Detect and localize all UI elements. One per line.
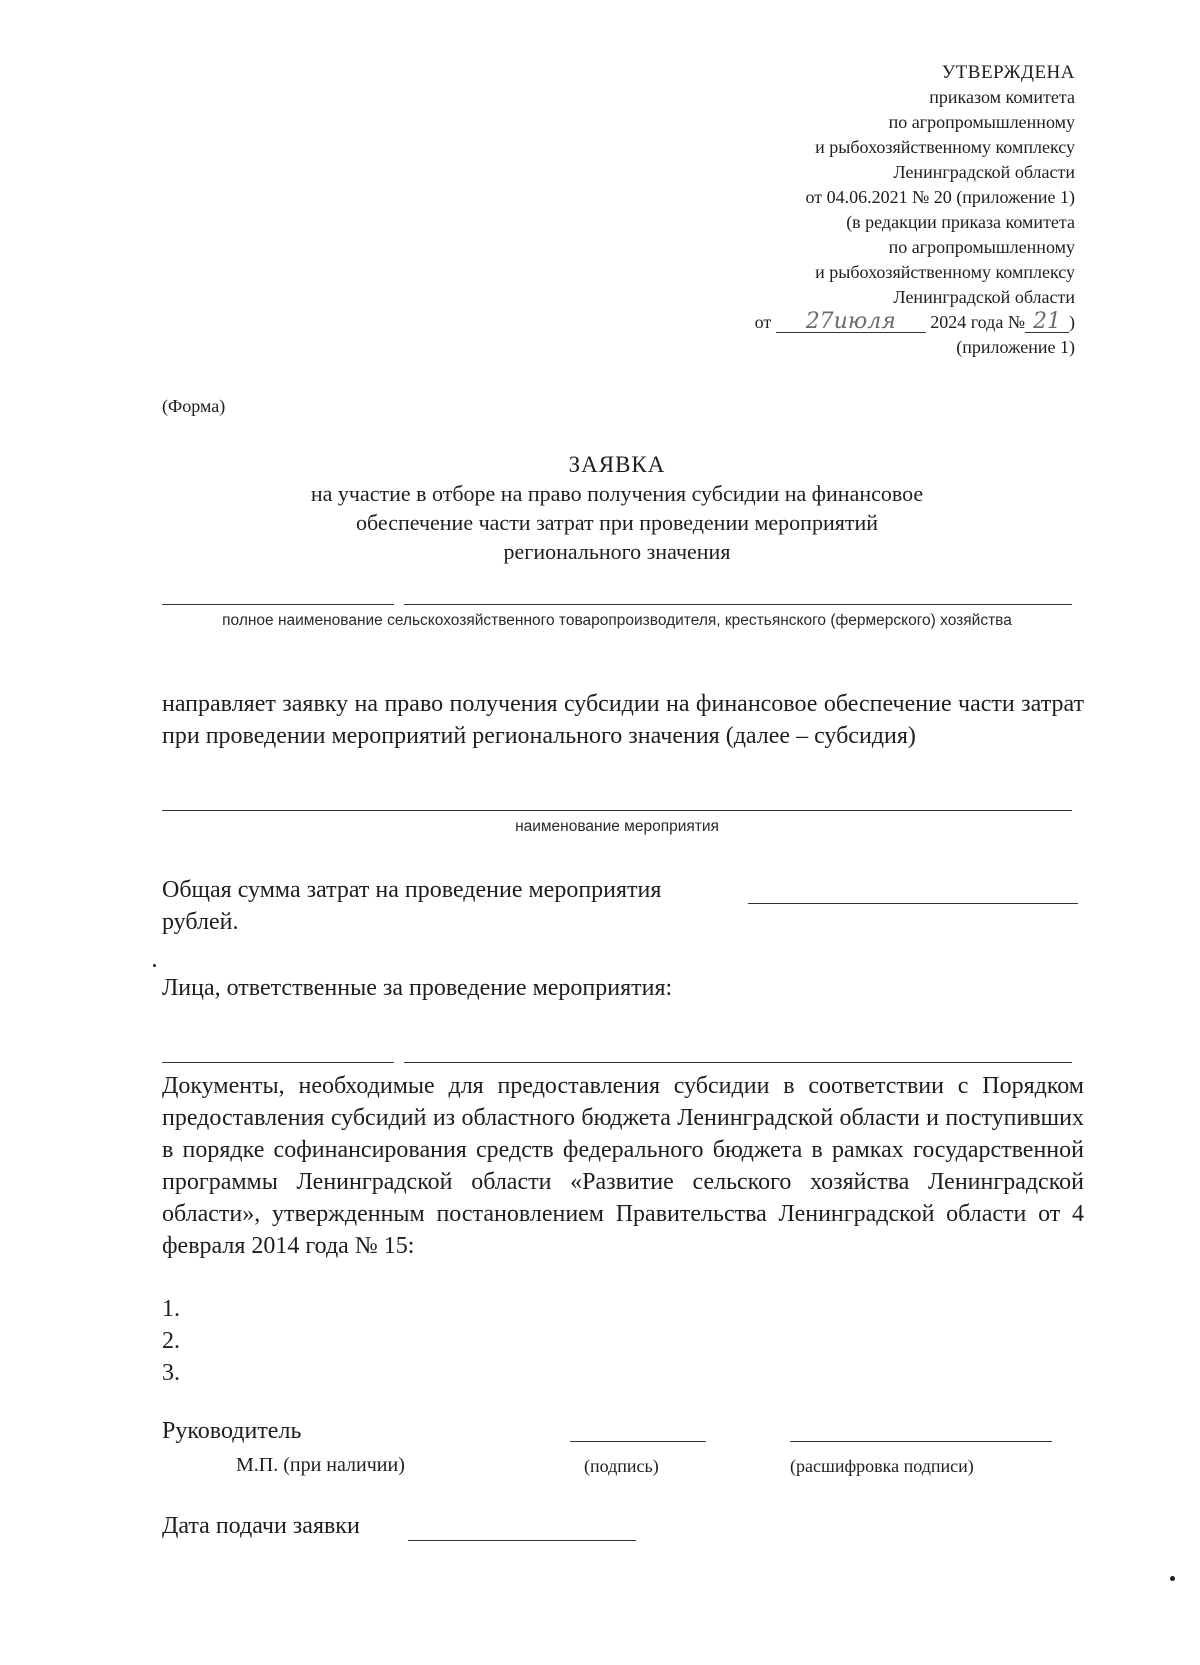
form-label: (Форма) <box>162 396 226 416</box>
document-title: ЗАЯВКА <box>568 452 666 477</box>
responsible-line[interactable] <box>162 1062 394 1063</box>
heading-line: регионального значения <box>503 539 731 564</box>
approval-line: (в редакции приказа комитета <box>846 212 1075 232</box>
handwritten-number: 21 <box>1033 309 1061 334</box>
applicant-caption: полное наименование сельскохозяйственного товаропроизводителя, крестьянского (фермерского) хозяйства <box>222 612 1012 629</box>
total-cost-field[interactable] <box>748 903 1078 904</box>
responsible-line[interactable] <box>404 1062 1072 1063</box>
scan-speck <box>153 964 156 967</box>
submission-date-field[interactable] <box>408 1540 636 1541</box>
approval-line: по агропромышленному <box>888 237 1075 257</box>
document-heading <box>162 450 1072 566</box>
list-item: 1. <box>162 1296 180 1322</box>
event-name-line[interactable] <box>162 810 1072 811</box>
heading-line: на участие в отборе на право получения субсидии на финансовое <box>310 481 924 506</box>
approval-line: приказом комитета <box>929 87 1075 107</box>
approval-line: Ленинградской области <box>893 162 1075 182</box>
documents-paragraph: Документы, необходимые для предоставления субсидии в соответствии с Порядком предоставления субсидий из областного бюджета Ленинградской области и поступивших в порядке софинансирования средств федерального бюджета в рамках государственной программы Ленинградской области «Развитие сельского хозяйства Ленинградской области», утвержденным постановлением Правительства Ленинградской области от 4 февраля 2014 года № 15: <box>162 1073 1084 1259</box>
heading-line: обеспечение части затрат при проведении мероприятий <box>355 510 879 535</box>
submission-date-label: Дата подачи заявки <box>162 1513 360 1539</box>
approval-line: от 04.06.2021 № 20 (приложение 1) <box>805 187 1075 207</box>
signature-line[interactable] <box>570 1441 706 1442</box>
document-list <box>162 1293 180 1389</box>
applicant-name-line[interactable] <box>162 604 394 605</box>
close-paren: ) <box>1069 312 1075 332</box>
total-cost-unit: рублей. <box>162 909 239 935</box>
approval-date-line <box>515 310 1075 335</box>
applicant-name-line[interactable] <box>404 604 1072 605</box>
approval-line: и рыбохозяйственному комплексу <box>815 262 1075 282</box>
approval-title: УТВЕРЖДЕНА <box>941 62 1075 83</box>
event-caption: наименование мероприятия <box>515 818 719 835</box>
responsible-label: Лица, ответственные за проведение мероприятия: <box>162 975 673 1001</box>
signature-decoding-line[interactable] <box>790 1441 1052 1442</box>
list-item: 2. <box>162 1328 180 1354</box>
list-item: 3. <box>162 1360 180 1386</box>
head-label: Руководитель <box>162 1418 302 1444</box>
year-text: 2024 года № <box>930 312 1025 332</box>
date-prefix: от <box>754 312 772 332</box>
request-paragraph: направляет заявку на право получения субсидии на финансовое обеспечение части затрат при проведении мероприятий регионального значения (далее – субсидия) <box>162 691 1084 749</box>
handwritten-date-field <box>776 309 926 334</box>
handwritten-number-field <box>1025 309 1069 334</box>
handwritten-date: 27июля <box>805 309 896 334</box>
stamp-label: М.П. (при наличии) <box>236 1454 405 1476</box>
approval-line: и рыбохозяйственному комплексу <box>815 137 1075 157</box>
approval-line: Ленинградской области <box>893 287 1075 307</box>
total-cost-label: Общая сумма затрат на проведение мероприятия <box>162 877 662 903</box>
signature-caption: (подпись) <box>584 1456 659 1476</box>
approval-block <box>515 60 1075 360</box>
approval-annex: (приложение 1) <box>956 337 1075 357</box>
scan-speck <box>1170 1576 1175 1581</box>
approval-line: по агропромышленному <box>888 112 1075 132</box>
decoding-caption: (расшифровка подписи) <box>790 1456 974 1476</box>
